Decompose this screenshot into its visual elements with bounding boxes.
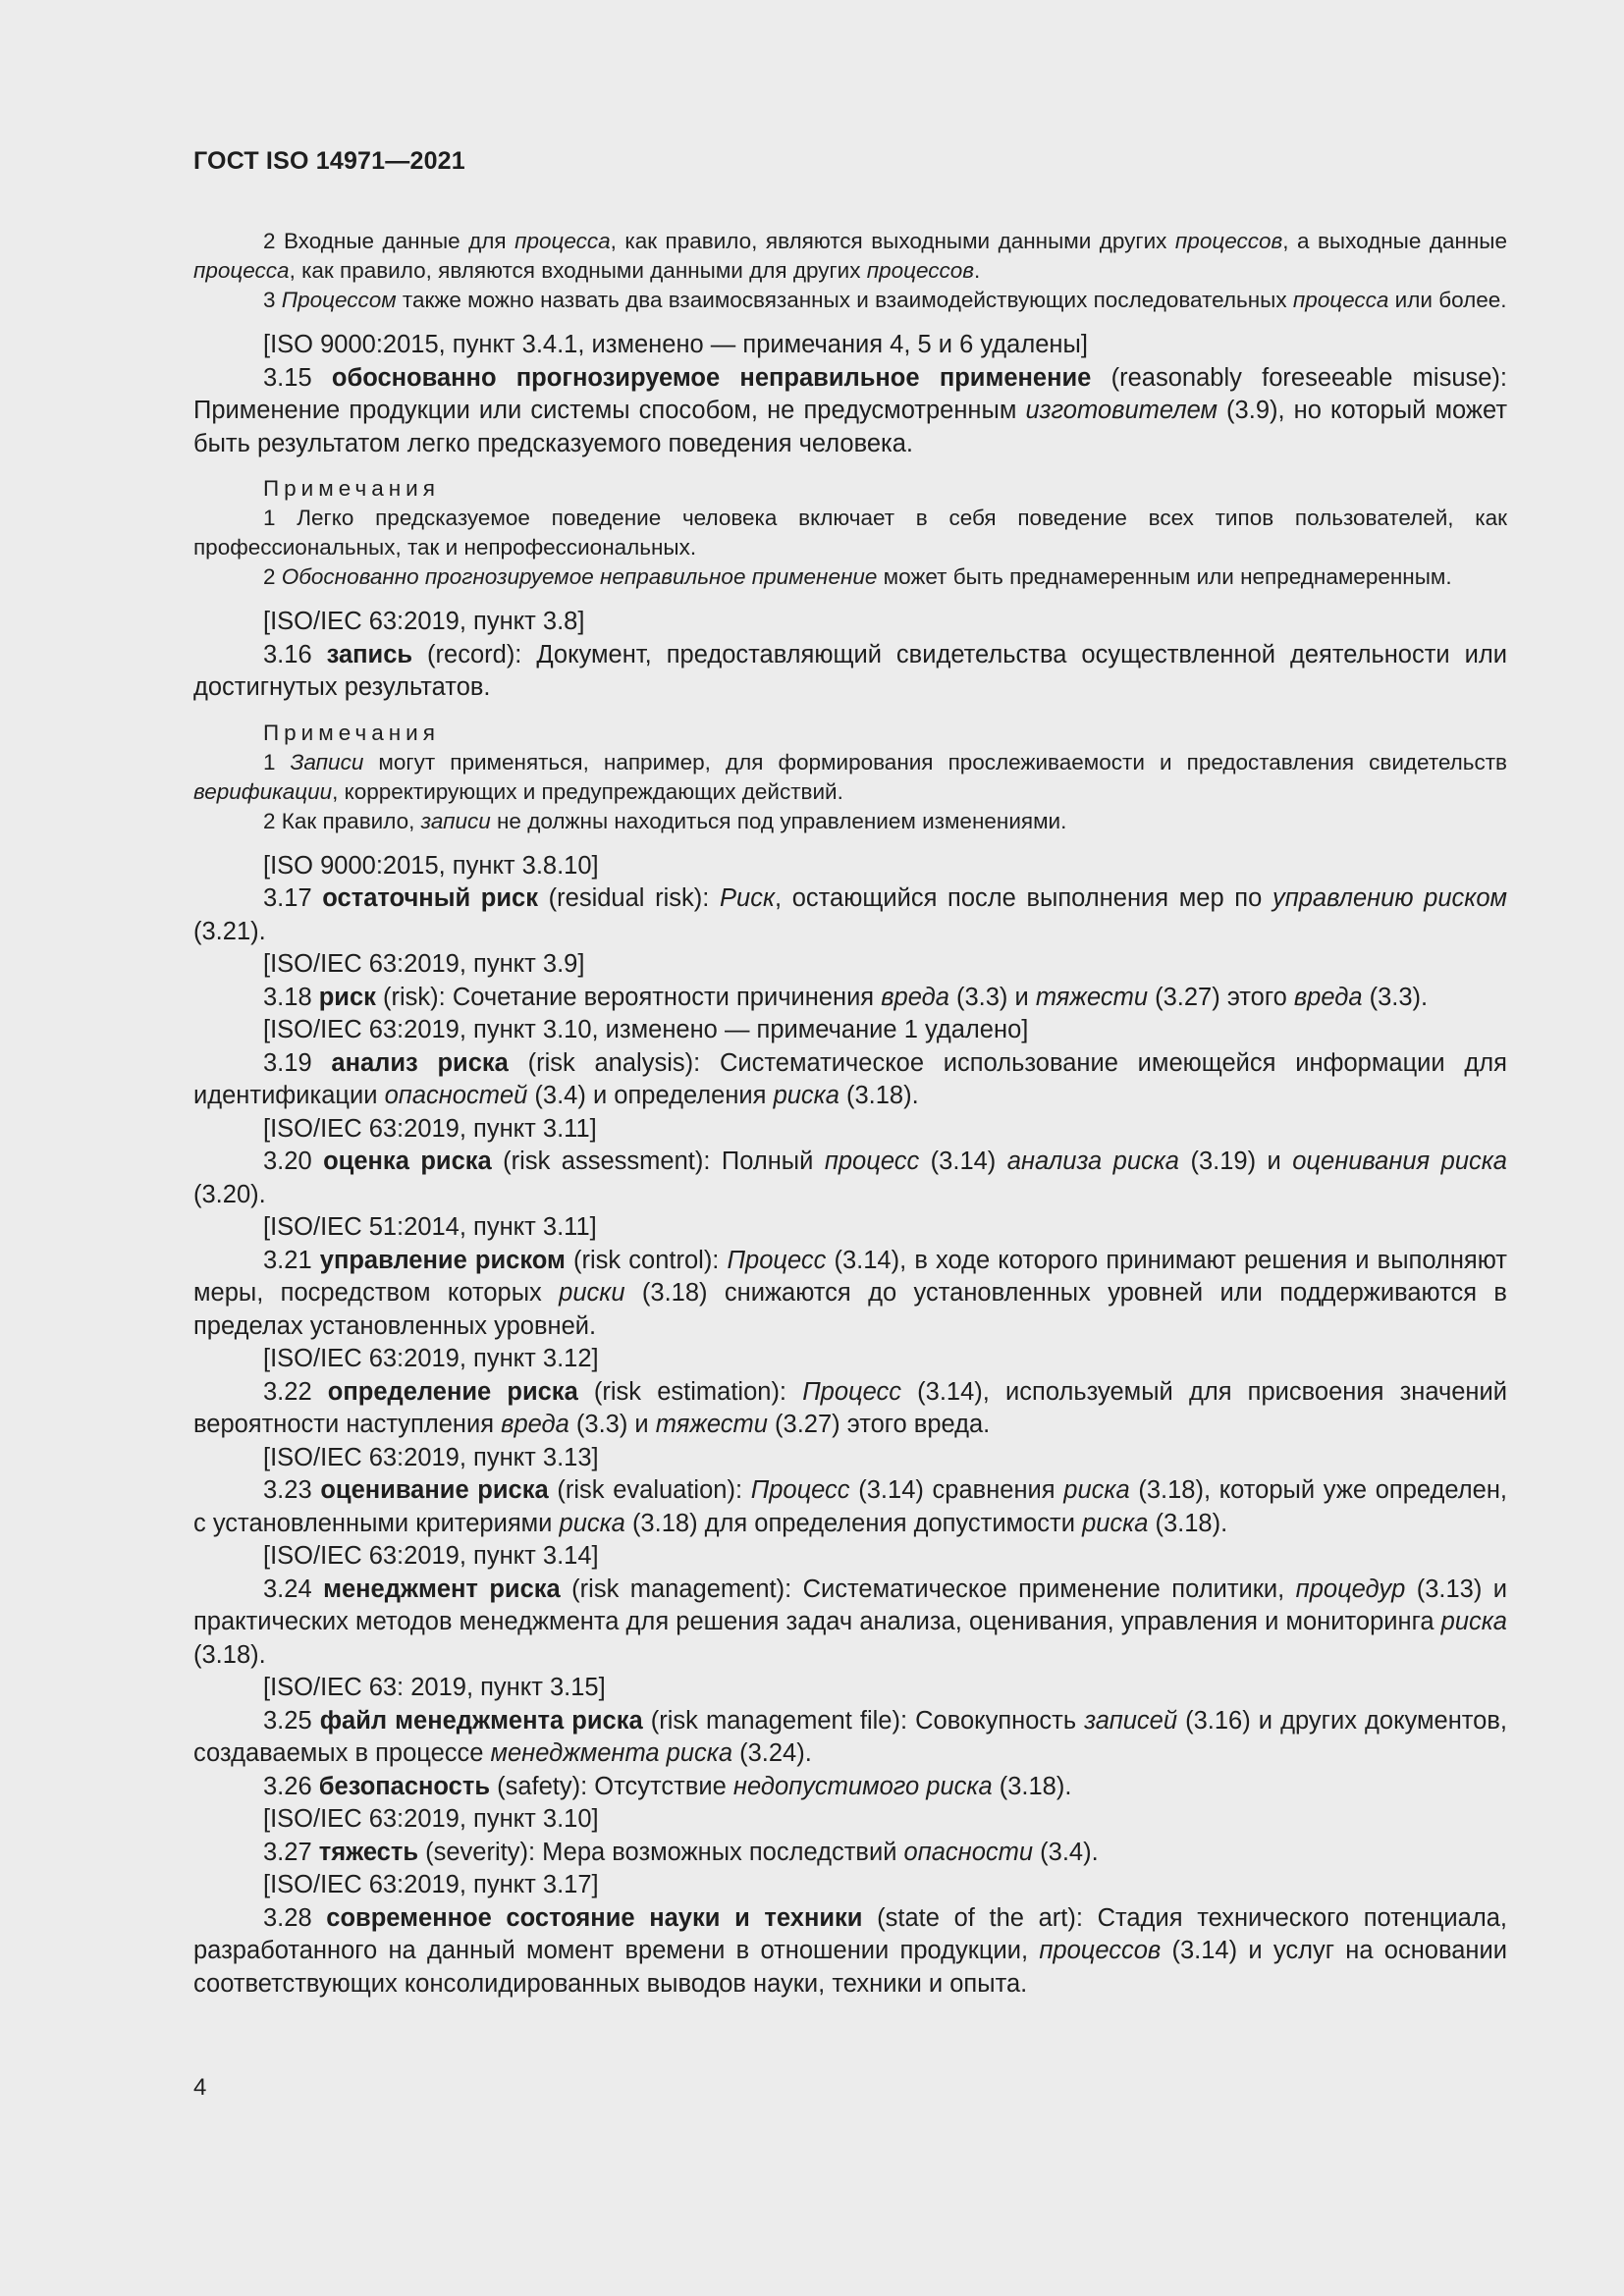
emphasized-term: верификации (193, 778, 333, 804)
text-run: [ISO/IEC 63:2019, пункт 3.12] (263, 1345, 599, 1372)
reference-line (193, 1014, 1507, 1047)
text-run: (risk management file): Совокупность (642, 1706, 1085, 1735)
term-name: современное состояние науки и техники (326, 1903, 863, 1932)
text-run: (risk estimation): (577, 1377, 803, 1406)
note-paragraph (193, 562, 1507, 592)
reference-line (193, 1803, 1507, 1837)
text-run: Примечания (263, 476, 440, 501)
term-definition (193, 1245, 1507, 1344)
text-run: (3.14) (919, 1148, 1007, 1175)
term-definition (193, 1474, 1507, 1540)
text-run: , как правило, являются входными данными для других (289, 258, 867, 283)
term-name: безопасность (318, 1772, 491, 1800)
text-run: (3.20). (193, 1180, 266, 1208)
note-paragraph (193, 504, 1507, 562)
text-run: 3.23 (263, 1476, 321, 1504)
term-definition (193, 882, 1507, 948)
reference-line (193, 1343, 1507, 1376)
text-run: (3.14), в ходе которого принимают решения и выполняют меры, посредством которых (193, 1246, 1507, 1307)
emphasized-term: анализа риска (1006, 1148, 1179, 1175)
text-run: (3.18). (1148, 1509, 1228, 1537)
emphasized-term: риски (559, 1279, 625, 1307)
emphasized-term: Риск (720, 884, 775, 912)
emphasized-term: процесс (824, 1148, 920, 1175)
term-name: менеджмент риска (323, 1575, 561, 1603)
emphasized-term: Процесс (727, 1246, 827, 1274)
emphasized-term: процессов (1039, 1937, 1162, 1964)
text-run: [ISO/IEC 63:2019, пункт 3.13] (263, 1443, 599, 1471)
text-run: (risk analysis): Систематическое использование имеющейся информации для идентификации (193, 1048, 1507, 1109)
emphasized-term: риска (773, 1082, 839, 1109)
text-run: 3.22 (263, 1377, 328, 1406)
term-definition (193, 1705, 1507, 1771)
text-run: 3.17 (263, 884, 323, 912)
term-name: управление риском (319, 1246, 566, 1274)
text-run: [ISO 9000:2015, пункт 3.8.10] (263, 851, 599, 880)
reference-line (193, 850, 1507, 883)
text-run: (safety): Отсутствие (490, 1772, 733, 1800)
text-run: может быть преднамеренным или непреднамеренным. (877, 564, 1452, 589)
emphasized-term: риска (1063, 1476, 1130, 1504)
notes-heading (193, 474, 1507, 504)
term-definition (193, 639, 1507, 705)
reference-line (193, 1540, 1507, 1574)
term-definition (193, 1574, 1507, 1673)
text-run: 1 (263, 749, 291, 774)
text-run: (3.4) и определения (527, 1082, 774, 1109)
emphasized-term: оценивания риска (1292, 1148, 1507, 1175)
text-run: (reasonably foreseeable misuse): Применение продукции или системы способом, не предусмотренным (193, 363, 1508, 424)
text-run: 3.26 (263, 1772, 319, 1800)
term-name: файл менеджмента риска (319, 1706, 643, 1735)
emphasized-term: процесса (1292, 288, 1389, 312)
text-run: (3.19) и (1179, 1148, 1293, 1175)
note-paragraph (193, 286, 1507, 315)
text-run: (3.14), используемый для присвоения значений вероятности наступления (193, 1377, 1508, 1438)
emphasized-term: Обоснованно прогнозируемое неправильное применение (281, 564, 878, 589)
text-run: (3.18). (193, 1640, 266, 1669)
text-run: 3.27 (263, 1838, 319, 1866)
text-run: (3.18). (839, 1082, 919, 1109)
text-run: (3.27) этого вреда. (767, 1411, 991, 1438)
reference-line (193, 1869, 1507, 1902)
emphasized-term: риска (1440, 1608, 1507, 1635)
term-definition (193, 1902, 1507, 2002)
text-run: 3.25 (263, 1706, 320, 1735)
reference-line (193, 1672, 1507, 1705)
text-run: 1 Легко предсказуемое поведение человека включает в себя поведение всех типов пользователей, как профессиональных, так и непрофессиональных. (193, 506, 1507, 560)
term-name: обоснованно прогнозируемое неправильное применение (331, 363, 1092, 392)
text-run: (risk assessment): Полный (491, 1148, 825, 1175)
text-run: не должны находиться под управлением изменениями. (490, 808, 1067, 833)
text-run: (3.18) снижаются до установленных уровней или поддерживаются в пределах установленных уровней. (193, 1279, 1507, 1340)
text-run: 2 Входные данные для (263, 229, 515, 253)
text-run: (3.14) и услуг на основании соответствующих консолидированных выводов науки, техники и опыта. (193, 1937, 1507, 1998)
emphasized-term: Процесс (750, 1476, 850, 1504)
term-name: остаточный риск (322, 884, 538, 912)
text-run: , остающийся после выполнения мер по (774, 884, 1272, 912)
text-run: могут применяться, например, для формирования прослеживаемости и предоставления свидетельств (363, 749, 1508, 774)
reference-line (193, 1442, 1507, 1475)
term-definition (193, 1837, 1507, 1870)
emphasized-term: вреда (501, 1411, 569, 1438)
reference-line (193, 606, 1507, 639)
reference-line (193, 1211, 1507, 1245)
emphasized-term: недопустимого риска (732, 1772, 993, 1800)
text-run: (3.3). (1362, 983, 1429, 1011)
emphasized-term: тяжести (1035, 983, 1149, 1011)
emphasized-term: процедур (1295, 1575, 1406, 1603)
text-run: (3.13) и практических методов менеджмента для решения задач анализа, оценивания, управления и мониторинга (193, 1575, 1508, 1635)
text-run: 3.28 (263, 1903, 327, 1932)
document-header: ГОСТ ISO 14971—2021 (193, 147, 465, 175)
term-definition (193, 1376, 1507, 1442)
text-run: (3.4). (1033, 1838, 1099, 1866)
text-run: (risk evaluation): (548, 1476, 751, 1504)
text-run: [ISO/IEC 63:2019, пункт 3.17] (263, 1871, 599, 1898)
term-name: оценка риска (323, 1148, 492, 1175)
text-run: 3.18 (263, 983, 319, 1011)
page-number: 4 (193, 2074, 207, 2101)
text-run: (3.16) и других документов, создаваемых в процессе (193, 1706, 1507, 1767)
text-run: (risk control): (565, 1246, 728, 1274)
text-run: 3 (263, 288, 282, 312)
document-body (193, 227, 1507, 2001)
text-run: (3.3) и (568, 1411, 656, 1438)
text-run: (3.21). (193, 917, 266, 945)
note-paragraph (193, 807, 1507, 836)
text-run: 2 Как правило, (263, 808, 421, 833)
text-run: Примечания (263, 720, 440, 745)
term-name: запись (326, 640, 413, 668)
note-paragraph (193, 227, 1507, 286)
term-name: оценивание риска (320, 1476, 549, 1504)
text-run: . (974, 258, 981, 283)
text-run: (3.14) сравнения (849, 1476, 1064, 1504)
emphasized-term: тяжести (655, 1411, 768, 1438)
term-definition (193, 1047, 1507, 1113)
text-run: [ISO 9000:2015, пункт 3.4.1, изменено — примечания 4, 5 и 6 удалены] (263, 331, 1088, 358)
term-definition (193, 1771, 1507, 1804)
emphasized-term: процесса (193, 258, 290, 283)
term-name: тяжесть (318, 1838, 419, 1866)
text-run: (3.18). (992, 1772, 1072, 1800)
emphasized-term: вреда (881, 983, 949, 1011)
text-run: (3.9), но который может быть результатом легко предсказуемого поведения человека. (193, 397, 1508, 457)
text-run: [ISO/IEC 63:2019, пункт 3.10, изменено — примечание 1 удалено] (263, 1016, 1029, 1043)
term-name: определение риска (327, 1377, 578, 1406)
emphasized-term: Записи (290, 749, 364, 774)
emphasized-term: процессов (866, 258, 975, 283)
text-run: или более. (1388, 288, 1507, 312)
term-definition (193, 1146, 1507, 1211)
emphasized-term: вреда (1293, 983, 1363, 1011)
term-definition (193, 362, 1507, 461)
text-run: (3.27) этого (1148, 983, 1294, 1011)
emphasized-term: Процесс (802, 1377, 902, 1406)
term-name: анализ риска (331, 1048, 509, 1077)
notes-heading (193, 719, 1507, 748)
text-run: , как правило, являются выходными данными других (610, 229, 1175, 253)
text-run: [ISO/IEC 63:2019, пункт 3.8] (263, 608, 585, 635)
text-run: (3.18) для определения допустимости (624, 1509, 1083, 1537)
text-run: 3.16 (263, 640, 327, 668)
text-run: [ISO/IEC 63:2019, пункт 3.10] (263, 1805, 599, 1833)
reference-line (193, 948, 1507, 982)
text-run: 3.21 (263, 1246, 320, 1274)
emphasized-term: риска (1082, 1509, 1149, 1537)
emphasized-term: риска (559, 1509, 625, 1537)
text-run: (3.18), который уже определен, с установленными критериями (193, 1476, 1507, 1537)
text-run: [ISO/IEC 63: 2019, пункт 3.15] (263, 1674, 606, 1701)
text-run: 3.20 (263, 1148, 324, 1175)
text-run: [ISO/IEC 63:2019, пункт 3.9] (263, 950, 585, 978)
text-run: , корректирующих и предупреждающих действий. (332, 778, 843, 804)
text-run: 2 (263, 564, 282, 589)
emphasized-term: процесса (514, 229, 611, 253)
text-run: также можно назвать два взаимосвязанных и взаимодействующих последовательных (396, 288, 1293, 312)
text-run: (3.3) и (948, 983, 1036, 1011)
text-run: (record): Документ, предоставляющий свидетельства осуществленной деятельности или достигнутых результатов. (193, 640, 1508, 701)
text-run: (risk): Сочетание вероятности причинения (375, 983, 882, 1011)
text-run: [ISO/IEC 51:2014, пункт 3.11] (263, 1213, 597, 1241)
term-definition (193, 982, 1507, 1015)
emphasized-term: управлению риском (1272, 884, 1507, 912)
text-run: [ISO/IEC 63:2019, пункт 3.14] (263, 1542, 599, 1570)
reference-line (193, 1113, 1507, 1147)
emphasized-term: записей (1084, 1706, 1178, 1735)
text-run: (residual risk): (538, 884, 720, 912)
text-run: 3.15 (263, 363, 332, 392)
emphasized-term: процессов (1174, 229, 1283, 253)
term-name: риск (318, 983, 376, 1011)
text-run: (3.24). (732, 1739, 812, 1767)
emphasized-term: записи (420, 808, 491, 833)
text-run: [ISO/IEC 63:2019, пункт 3.11] (263, 1114, 597, 1143)
text-run: (severity): Мера возможных последствий (418, 1838, 904, 1866)
note-paragraph (193, 748, 1507, 807)
reference-line (193, 329, 1507, 362)
text-run: (risk management): Систематическое применение политики, (560, 1575, 1296, 1603)
text-run: 3.24 (263, 1575, 324, 1603)
text-run: 3.19 (263, 1048, 332, 1077)
emphasized-term: изготовителем (1025, 397, 1218, 424)
emphasized-term: Процессом (281, 288, 397, 312)
emphasized-term: опасностей (384, 1082, 528, 1109)
text-run: (state of the art): Стадия технического потенциала, разработанного на данный момент времени в отношении продукции, (193, 1903, 1507, 1964)
emphasized-term: менеджмента риска (490, 1739, 732, 1767)
text-run: , а выходные данные (1282, 229, 1507, 253)
emphasized-term: опасности (903, 1838, 1034, 1866)
